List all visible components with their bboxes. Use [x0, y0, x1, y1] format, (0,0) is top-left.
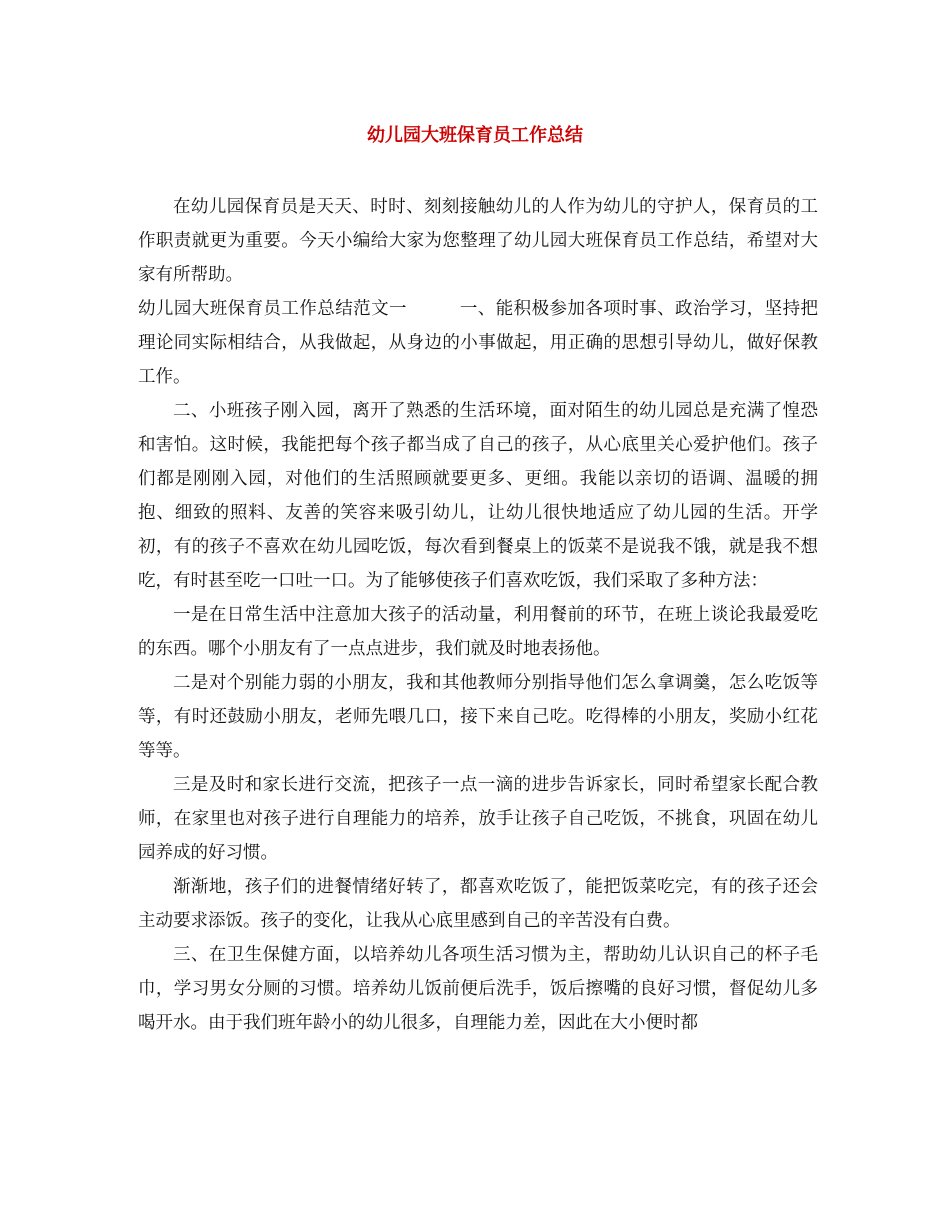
body-paragraph: 二是对个别能力弱的小朋友，我和其他教师分别指导他们怎么拿调羹，怎么吃饭等等，有时还鼓励小朋友，老师先喂几口，接下来自己吃。吃得棒的小朋友，奖励小红花等等。: [138, 673, 818, 761]
sample-heading: 幼儿园大班保育员工作总结范文一: [138, 299, 407, 319]
body-paragraph: 渐渐地，孩子们的进餐情绪好转了，都喜欢吃饭了，能把饭菜吃完，有的孩子还会主动要求添饭。孩子的变化，让我从心底里感到自己的辛苦没有白费。: [138, 877, 818, 931]
body-paragraph: 二、小班孩子刚入园，离开了熟悉的生活环境，面对陌生的幼儿园总是充满了惶恐和害怕。这时候，我能把每个孩子都当成了自己的孩子，从心底里关心爱护他们。孩子们都是刚刚入园，对他们的生活照顾就要更多、更细。我能以亲切的语调、温暖的拥抱、细致的照料、友善的笑容来吸引幼儿，让幼儿很快地适应了幼儿园的生活。开学初，有的孩子不喜欢在幼儿园吃饭，每次看到餐桌上的饭菜不是说我不饿，就是我不想吃，有时甚至吃一口吐一口。为了能够使孩子们喜欢吃饭，我们采取了多种方法：: [138, 401, 818, 591]
sample-paragraph: [138, 292, 818, 394]
body-paragraph: 三是及时和家长进行交流，把孩子一点一滴的进步告诉家长，同时希望家长配合教师，在家里也对孩子进行自理能力的培养，放手让孩子自己吃饭，不挑食，巩固在幼儿园养成的好习惯。: [138, 775, 818, 863]
body-paragraph: 三、在卫生保健方面，以培养幼儿各项生活习惯为主，帮助幼儿认识自己的杯子毛巾，学习男女分厕的习惯。培养幼儿饭前便后洗手，饭后擦嘴的良好习惯，督促幼儿多喝开水。由于我们班年龄小的幼儿很多，自理能力差，因此在大小便时都: [138, 945, 818, 1033]
document-body: [138, 190, 818, 1040]
body-paragraph: 一是在日常生活中注意加大孩子的活动量，利用餐前的环节，在班上谈论我最爱吃的东西。哪个小朋友有了一点点进步，我们就及时地表扬他。: [138, 605, 818, 659]
sample-first-point: 一、能积极参加各项时事、政治学习，坚持把理论同实际相结合，从我做起，从身边的小事做起，用正确的思想引导幼儿，做好保教工作。: [138, 299, 819, 387]
intro-paragraph: 在幼儿园保育员是天天、时时、刻刻接触幼儿的人作为幼儿的守护人，保育员的工作职责就更为重要。今天小编给大家为您整理了幼儿园大班保育员工作总结，希望对大家有所帮助。: [138, 197, 818, 285]
document-title: 幼儿园大班保育员工作总结: [367, 125, 583, 146]
